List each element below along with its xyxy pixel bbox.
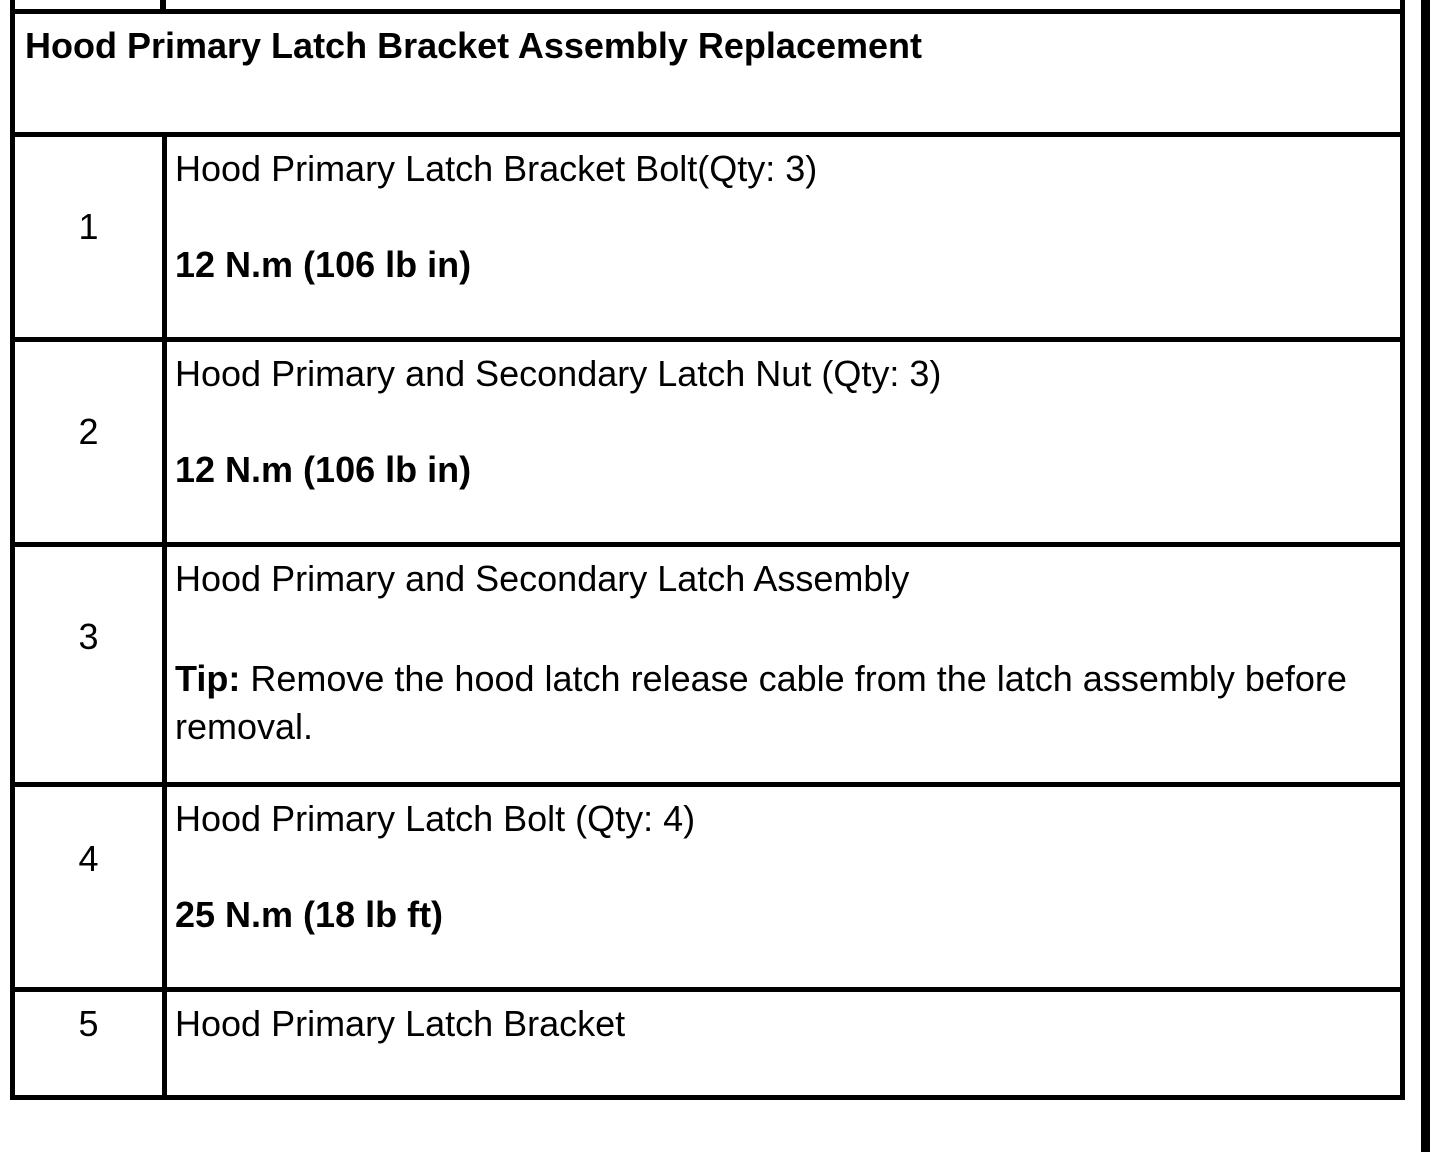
step-description bbox=[165, 990, 1403, 1098]
step-number-text: 2 bbox=[78, 411, 99, 452]
procedure-table bbox=[10, 9, 1405, 1100]
component-name: Hood Primary Latch Bracket Bolt(Qty: 3) bbox=[175, 148, 818, 189]
torque-spec: 12 N.m (106 lb in) bbox=[175, 244, 472, 285]
step-description bbox=[165, 135, 1403, 340]
step-number bbox=[13, 785, 165, 990]
step-description bbox=[165, 340, 1403, 545]
step-number bbox=[13, 990, 165, 1098]
step-number-text: 4 bbox=[78, 838, 99, 879]
component-name: Hood Primary Latch Bracket bbox=[175, 1003, 626, 1044]
table-title-row bbox=[13, 12, 1403, 135]
table-row bbox=[13, 545, 1403, 785]
torque-spec: 12 N.m (106 lb in) bbox=[175, 449, 472, 490]
table-row bbox=[13, 990, 1403, 1098]
step-description bbox=[165, 545, 1403, 785]
component-name: Hood Primary and Secondary Latch Assembly bbox=[175, 558, 910, 599]
tip-label: Tip: bbox=[175, 658, 241, 699]
step-number bbox=[13, 340, 165, 545]
step-description bbox=[165, 785, 1403, 990]
procedure-title: Hood Primary Latch Bracket Assembly Replacement bbox=[13, 12, 1403, 135]
tip-text: Remove the hood latch release cable from the latch assembly before removal. bbox=[175, 658, 1347, 747]
torque-spec: 25 N.m (18 lb ft) bbox=[175, 894, 444, 935]
step-number-text: 3 bbox=[78, 615, 99, 657]
step-number-text: 1 bbox=[78, 206, 99, 247]
step-number bbox=[13, 545, 165, 785]
step-number-text: 5 bbox=[78, 1003, 99, 1044]
page-edge-rule bbox=[1421, 0, 1430, 1152]
component-name: Hood Primary and Secondary Latch Nut (Qty: 3) bbox=[175, 353, 942, 394]
step-number bbox=[13, 135, 165, 340]
tip-note bbox=[175, 655, 1400, 751]
table-row bbox=[13, 135, 1403, 340]
table-row bbox=[13, 340, 1403, 545]
table-row bbox=[13, 785, 1403, 990]
component-name: Hood Primary Latch Bolt (Qty: 4) bbox=[175, 798, 696, 839]
